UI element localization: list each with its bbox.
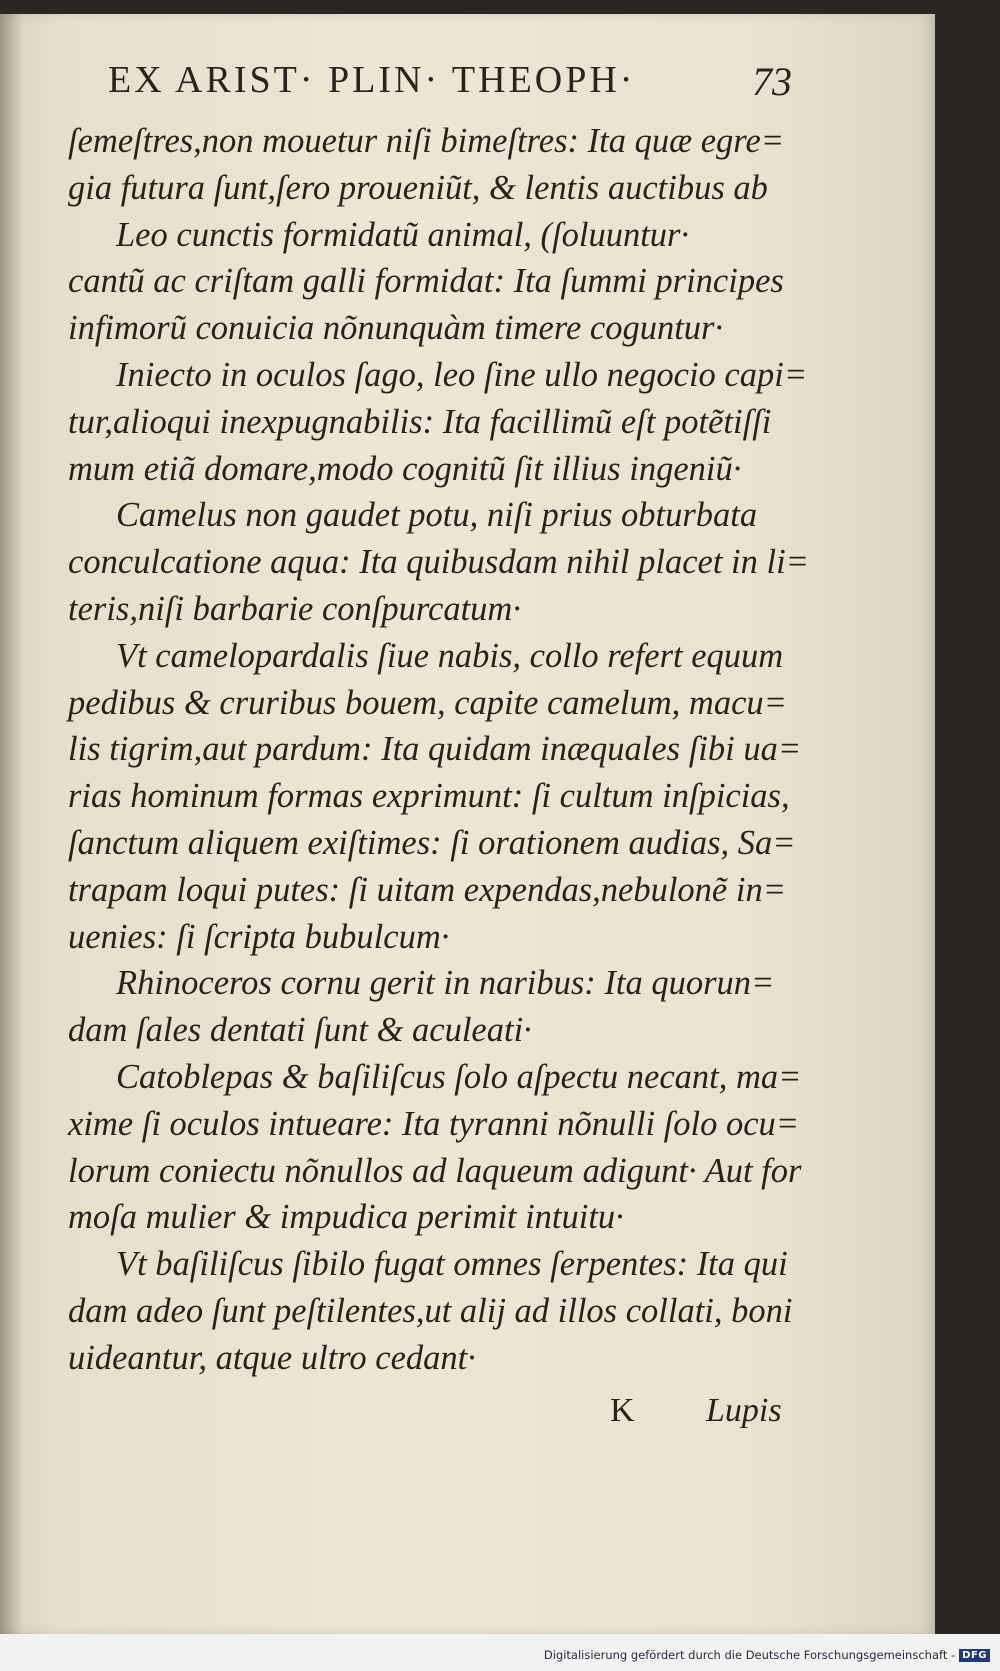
text-line: Camelus non gaudet potu, niſi prius obturbata: [116, 496, 758, 535]
text-line: ſanctum aliquem exiſtimes: ſi orationem audias, Sa=: [68, 823, 796, 862]
signature-mark: K: [610, 1392, 635, 1429]
text-line: ſemeſtres,non mouetur niſi bimeſtres: Ita quæ egre=: [68, 122, 785, 160]
text-line: Vt baſiliſcus ſibilo fugat omnes ſerpentes: Ita qui: [116, 1245, 788, 1284]
text-line: lis tigrim,aut pardum: Ita quidam inæquales ſibi ua=: [68, 730, 802, 769]
running-head: EX ARIST· PLIN· THEOPH·: [108, 59, 636, 101]
book-page: [0, 14, 935, 1634]
text-line: Catoblepas & baſiliſcus ſolo aſpectu necant, ma=: [116, 1057, 802, 1096]
text-line: gia futura ſunt,ſero proueniũt, & lentis auctibus ab: [68, 168, 768, 207]
text-line: Iniecto in oculos ſago, leo ſine ullo negocio capi=: [116, 355, 808, 394]
text-line: tur,alioqui inexpugnabilis: Ita facillimũ eſt potẽtiſſi: [68, 402, 772, 441]
text-line: mum etiã domare,modo cognitũ ſit illius ingeniũ·: [68, 449, 742, 488]
text-line: pedibus & cruribus bouem, capite camelum, macu=: [68, 683, 787, 722]
body-text: [68, 118, 809, 1382]
credit-text: Digitalisierung gefördert durch die Deutsche Forschungsgemeinschaft -: [543, 1648, 956, 1662]
text-line: teris,niſi barbarie conſpurcatum·: [68, 589, 521, 628]
text-line: moſa mulier & impudica perimit intuitu·: [68, 1198, 624, 1237]
text-line: Vt camelopardalis ſiue nabis, collo refert equum: [116, 636, 784, 675]
text-line: rias hominum formas exprimunt: ſi cultum inſpicias,: [68, 777, 790, 816]
catchword: Lupis: [706, 1392, 782, 1429]
text-line: uideantur, atque ultro cedant·: [68, 1338, 476, 1377]
text-line: infimorũ conuicia nõnunquàm timere coguntur·: [68, 309, 724, 348]
gutter-shadow: [0, 14, 22, 1634]
text-line: Rhinoceros cornu gerit in naribus: Ita quorun=: [116, 964, 775, 1003]
digitization-credit: [544, 1648, 990, 1662]
dfg-logo: DFG: [959, 1649, 990, 1662]
text-line: uenies: ſi ſcripta bubulcum·: [68, 917, 450, 956]
text-line: lorum coniectu nõnullos ad laqueum adigunt· Aut for: [68, 1151, 802, 1190]
page-number: 73: [752, 59, 792, 104]
text-line: conculcatione aqua: Ita quibusdam nihil placet in li=: [68, 543, 809, 582]
text-line: dam ſales dentati ſunt & aculeati·: [68, 1011, 532, 1050]
text-line: trapam loqui putes: ſi uitam expendas,nebulonẽ in=: [68, 870, 786, 909]
text-line: xime ſi oculos intueare: Ita tyranni nõnulli ſolo ocu=: [68, 1104, 800, 1143]
text-line: cantũ ac criſtam galli formidat: Ita ſummi principes: [68, 262, 784, 301]
text-line: Leo cunctis formidatũ animal, (ſoluuntur·: [116, 215, 690, 254]
text-line: dam adeo ſunt peſtilentes,ut alij ad illos collati, boni: [68, 1291, 793, 1330]
